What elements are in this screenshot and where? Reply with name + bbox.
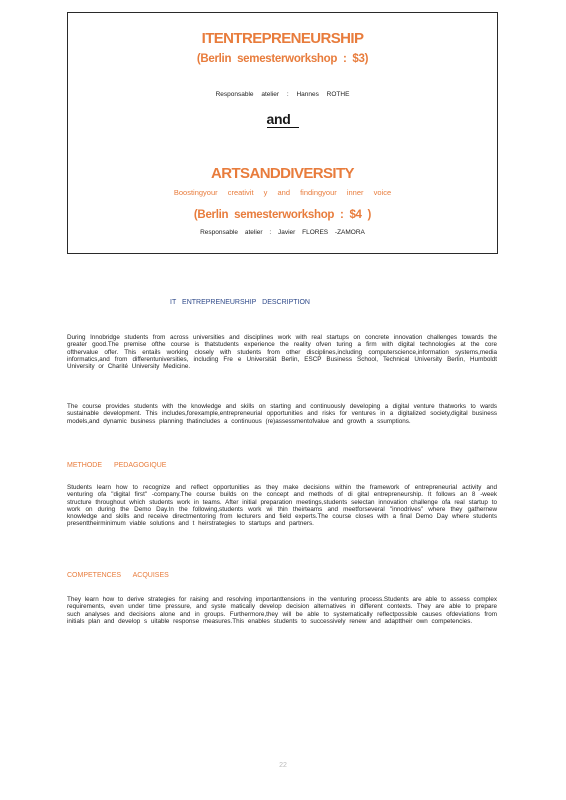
- paragraph-intro: During Innobridge students from across universities and disciplines work with real startups on concrete innovation challenges towards the greater good.The premise ofthe course is thatstudents experience the reality ofven turing a firm with digital technologies at the core ofthervalue offer. This entails working closely with students from other disciplines,including computerscience,information systems,media informatics,and from differentuniversities, including Fre e Universität Berlin, ESCP Business School, Technical University Berlin, Humboldt University or Charité University Medicine.: [67, 334, 497, 371]
- course-tagline-arts: Boostingyour creativit y and findingyour inner voice: [173, 188, 392, 197]
- course-title-it: ITENTREPRENEURSHIP: [201, 30, 364, 47]
- course-title-box: [67, 12, 498, 254]
- paragraph-course: The course provides students with the knowledge and skills on starting and continuously developing a digital venture thatworks to wards sustainable development. This includes,forexample,entrepreneurial opportunities and risks for ventures in a digitalized society,digital business models,and dynamic business planning thatincludes a continuous (re)assessmentofvalue and growth a ssumptions.: [67, 403, 497, 425]
- conjunction-text: and: [267, 111, 299, 128]
- course-subtitle-it: (Berlin semesterworkshop : $3): [196, 53, 369, 65]
- heading-competences: COMPETENCES ACQUISES: [67, 572, 169, 579]
- responsible-line-1: Responsable atelier : Hannes ROTHE: [215, 91, 350, 98]
- description-title: IT ENTREPRENEURSHIP DESCRIPTION: [170, 299, 310, 306]
- paragraph-methode: Students learn how to recognize and reflect opportunities as they make decisions within the framework of entrepreneurial activity and venturing ofa "digital first" -company.The course builds on the concept and methods of di gital entrepreneurship. It follows an 8 -week structure throughout which students work in teams. After initial preparation meetings,students selectan innovation challenge ofa real startup to work on during the Demo Day.In the following,students work wi thin theirteams and meetforseveral "innodrives" where they gathernew knowledge and skills and receive directmentoring from lecturers and field experts.The course closes with a final Demo Day where students presenttheirminimum viable solutions and t heirstrategies to startups and partners.: [67, 484, 497, 528]
- paragraph-competences: They learn how to derive strategies for raising and resolving importanttensions in the venturing process.Students are able to assess complex requirements, even under time pressure, and syste matically develop decision alternatives in different contexts. They are able to prepare such analyses and decisions alone and in groups. Furthermore,they will be able to systematically reflectpossible causes ofdeviations from initials plan and develop s uitable response measures.This enables students to successively renew and adapttheir own competencies.: [67, 596, 497, 625]
- responsible-line-2: Responsable atelier : Javier FLORES -ZAMORA: [200, 229, 365, 236]
- course-title-arts: ARTSANDDIVERSITY: [211, 165, 354, 182]
- conjunction: [68, 111, 497, 127]
- heading-methode: METHODE PEDAGOGIQUE: [67, 462, 167, 469]
- course-subtitle-arts: (Berlin semesterworkshop : $4 ): [193, 209, 372, 221]
- page-number: 22: [279, 762, 287, 769]
